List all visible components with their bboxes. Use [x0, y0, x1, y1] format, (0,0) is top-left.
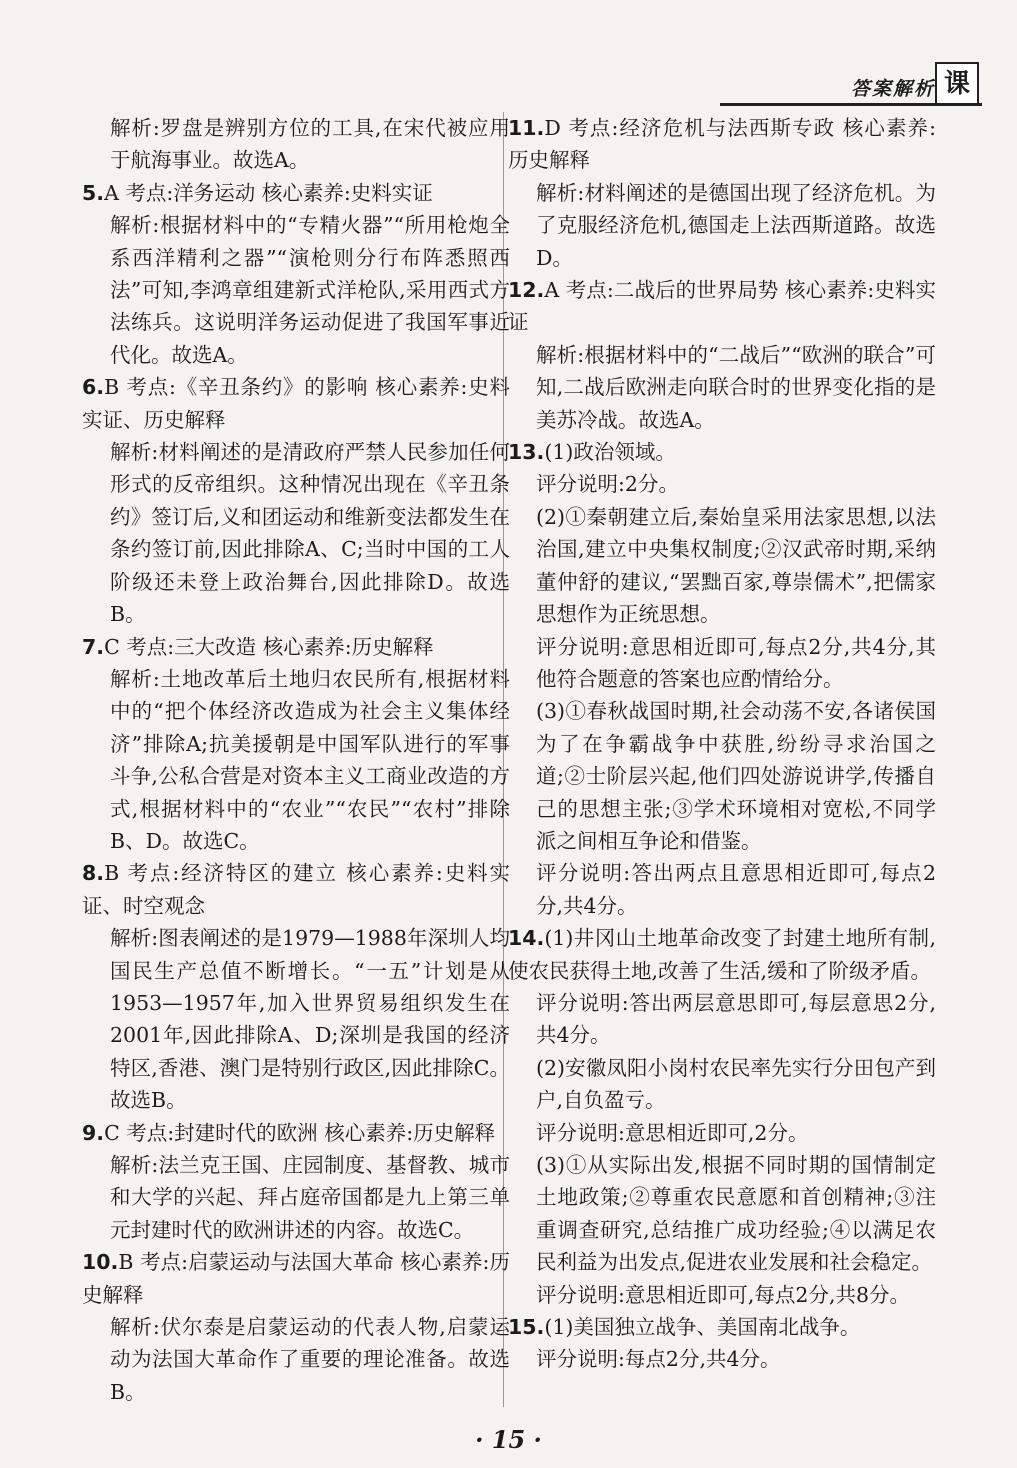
- page-number: · 15 ·: [475, 1425, 542, 1454]
- header-title: 答案解析: [850, 78, 935, 100]
- answer-letter: B: [104, 861, 128, 886]
- question-number: 9.: [82, 1120, 105, 1145]
- answer-letter: B: [118, 1250, 140, 1275]
- question-item: [82, 1117, 510, 1149]
- question-item: [508, 922, 936, 987]
- question-number: 11.: [508, 116, 545, 140]
- question-number: 15.: [508, 1315, 545, 1340]
- question-item: [508, 436, 936, 468]
- answer-body: (2)安徽凤阳小岗村农民率先实行分田包产到户,自负盈亏。: [536, 1055, 936, 1113]
- answer-body: 解析:土地改革后土地归农民所有,根据材料中的“把个体经济改造成为社会主义集体经济”排除A;抗美援朝是中国军队进行的军事斗争,公私合营是对资本主义工商业改造的方式,根据材料中的“农业”“农民”“农村”排除B、D。故选C。: [110, 666, 510, 853]
- question-item: [508, 112, 936, 177]
- answer-body: 评分说明:意思相近即可,2分。: [536, 1120, 809, 1145]
- left-column: [82, 112, 510, 1408]
- question-item: [82, 1246, 510, 1311]
- page-header: [0, 0, 1017, 110]
- question-number: 13.: [508, 440, 545, 465]
- answer-body: 解析:根据材料中的“专精火器”“所用枪炮全系西洋精利之器”“演枪则分行布阵悉照西法”可知,李鸿章组建新式洋枪队,采用西式方法练兵。这说明洋务运动促进了我国军事近代化。故选A。: [110, 213, 510, 367]
- question-text: 考点:封建时代的欧洲 核心素养:历史解释: [126, 1120, 496, 1145]
- question-number: 7.: [82, 634, 105, 659]
- question-text: (1)政治领域。: [544, 440, 676, 465]
- answer-letter: C: [104, 1120, 127, 1145]
- answer-body: 评分说明:答出两点且意思相近即可,每点2分,共4分。: [536, 861, 936, 918]
- answer-letter: B: [104, 375, 127, 400]
- question-number: 14.: [508, 926, 545, 951]
- answer-body: 解析:材料阐述的是清政府严禁人民参加任何形式的反帝组织。这种情况出现在《辛丑条约》签订后,义和团运动和维新变法都发生在条约签订前,因此排除A、C;当时中国的工人阶级还未登上政治舞台,因此排除D。故选B。: [110, 440, 510, 627]
- logo: 课: [935, 62, 979, 106]
- answer-body: 评分说明:2分。: [536, 472, 679, 497]
- question-text: 考点:二战后的世界局势 核心素养:史料实证: [508, 278, 936, 335]
- header-rule: [720, 103, 982, 106]
- answer-body: (3)①从实际出发,根据不同时期的国情制定土地政策;②尊重农民意愿和首创精神;③注重调查研究,总结推广成功经验;④以满足农民利益为出发点,促进农业发展和社会稳定。: [536, 1153, 936, 1275]
- answer-body: 评分说明:每点2分,共4分。: [536, 1347, 781, 1372]
- answer-letter: D: [544, 116, 569, 140]
- answer-letter: A: [544, 278, 566, 303]
- answer-body: 评分说明:意思相近即可,每点2分,共4分,其他符合题意的答案也应酌情给分。: [536, 634, 936, 691]
- question-number: 5.: [82, 180, 105, 205]
- answer-body: 解析:罗盘是辨别方位的工具,在宋代被应用于航海事业。故选A。: [110, 116, 510, 173]
- question-text: 考点:启蒙运动与法国大革命 核心素养:历史解释: [82, 1250, 510, 1307]
- question-text: (1)井冈山土地革命改变了封建土地所有制,使农民获得土地,改善了生活,缓和了阶级矛盾。: [508, 926, 936, 983]
- question-number: 10.: [82, 1250, 119, 1275]
- answer-body: 解析:法兰克王国、庄园制度、基督教、城市和大学的兴起、拜占庭帝国都是九上第三单元封建时代的欧洲讲述的内容。故选C。: [110, 1153, 510, 1242]
- question-text: (1)美国独立战争、美国南北战争。: [544, 1315, 861, 1340]
- right-column: [508, 112, 936, 1376]
- question-number: 12.: [508, 278, 545, 303]
- question-text: 考点:三大改造 核心素养:历史解释: [126, 634, 434, 659]
- question-item: [82, 631, 510, 663]
- question-item: [508, 1311, 936, 1343]
- answer-letter: C: [104, 634, 127, 659]
- question-number: 6.: [82, 375, 105, 400]
- question-text: 考点:经济危机与法西斯专政 核心素养:历史解释: [508, 116, 936, 173]
- answer-body: 解析:根据材料中的“二战后”“欧洲的联合”可知,二战后欧洲走向联合时的世界变化指的是美苏冷战。故选A。: [536, 342, 936, 432]
- question-text: 考点:《辛丑条约》的影响 核心素养:史料实证、历史解释: [82, 375, 510, 432]
- answer-body: (2)①秦朝建立后,秦始皇采用法家思想,以法治国,建立中央集权制度;②汉武帝时期,采纳董仲舒的建议,“罢黜百家,尊崇儒术”,把儒家思想作为正统思想。: [536, 504, 936, 627]
- answer-letter: A: [104, 180, 126, 205]
- answer-body: 解析:图表阐述的是1979—1988年深圳人均国民生产总值不断增长。“一五”计划是从1953—1957年,加入世界贸易组织发生在2001年,因此排除A、D;深圳是我国的经济特区,香港、澳门是特别行政区,因此排除C。故选B。: [110, 926, 510, 1113]
- answer-body: 评分说明:意思相近即可,每点2分,共8分。: [536, 1282, 911, 1307]
- question-text: 考点:洋务运动 核心素养:史料实证: [125, 180, 433, 205]
- answer-body: 解析:伏尔泰是启蒙运动的代表人物,启蒙运动为法国大革命作了重要的理论准备。故选B。: [110, 1315, 510, 1404]
- question-item: [82, 857, 510, 922]
- question-text: 考点:经济特区的建立 核心素养:史料实证、时空观念: [82, 861, 510, 918]
- answer-body: (3)①春秋战国时期,社会动荡不安,各诸侯国为了在争霸战争中获胜,纷纷寻求治国之道;②士阶层兴起,他们四处游说讲学,传播自己的思想主张;③学术环境相对宽松,不同学派之间相互争论和借鉴。: [536, 699, 936, 853]
- question-number: 8.: [82, 861, 105, 886]
- question-item: [82, 177, 510, 209]
- question-item: [82, 371, 510, 436]
- answer-body: 评分说明:答出两层意思即可,每层意思2分,共4分。: [536, 990, 936, 1048]
- answer-body: 解析:材料阐述的是德国出现了经济危机。为了克服经济危机,德国走上法西斯道路。故选D。: [536, 180, 936, 270]
- question-item: [508, 274, 936, 339]
